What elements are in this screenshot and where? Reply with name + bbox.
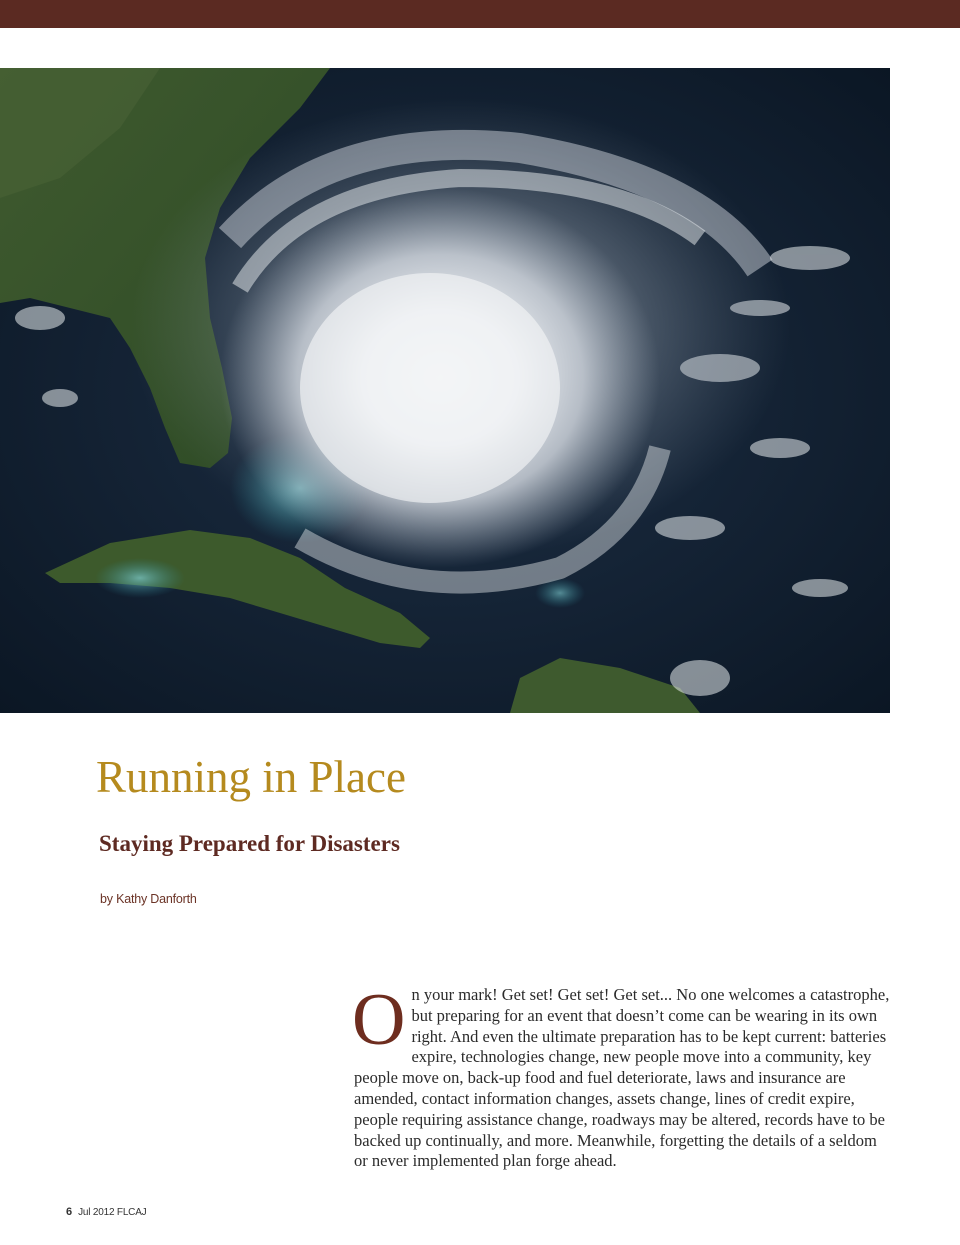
drop-cap: O <box>352 979 406 1061</box>
article-title: Running in Place <box>96 752 406 802</box>
page-footer <box>66 1206 146 1218</box>
article-body <box>352 979 890 1172</box>
edition-label: Jul 2012 FLCAJ <box>78 1207 147 1218</box>
article-subtitle: Staying Prepared for Disasters <box>99 831 400 856</box>
article-body-text: n your mark! Get set! Get set! Get set... No one welcomes a catastrophe, but preparing for an event that doesn’t come can be wearing in its own right. And even the ultimate preparation has to be kept current: batteries expire, technologies change, new people move into a community, key people move on, back-up food and fuel deteriorate, laws and insurance are amended, contact information changes, assets change, lines of credit expire, people requiring assistance change, roadways may be altered, records have to be backed up continually, and more. Meanwhile, forgetting the details of a seldom or never implemented plan forge ahead. <box>354 985 890 1171</box>
byline: by Kathy Danforth <box>100 892 197 906</box>
hurricane-satellite-image <box>0 68 890 713</box>
top-color-bar <box>0 0 960 28</box>
page-number: 6 <box>66 1206 73 1218</box>
